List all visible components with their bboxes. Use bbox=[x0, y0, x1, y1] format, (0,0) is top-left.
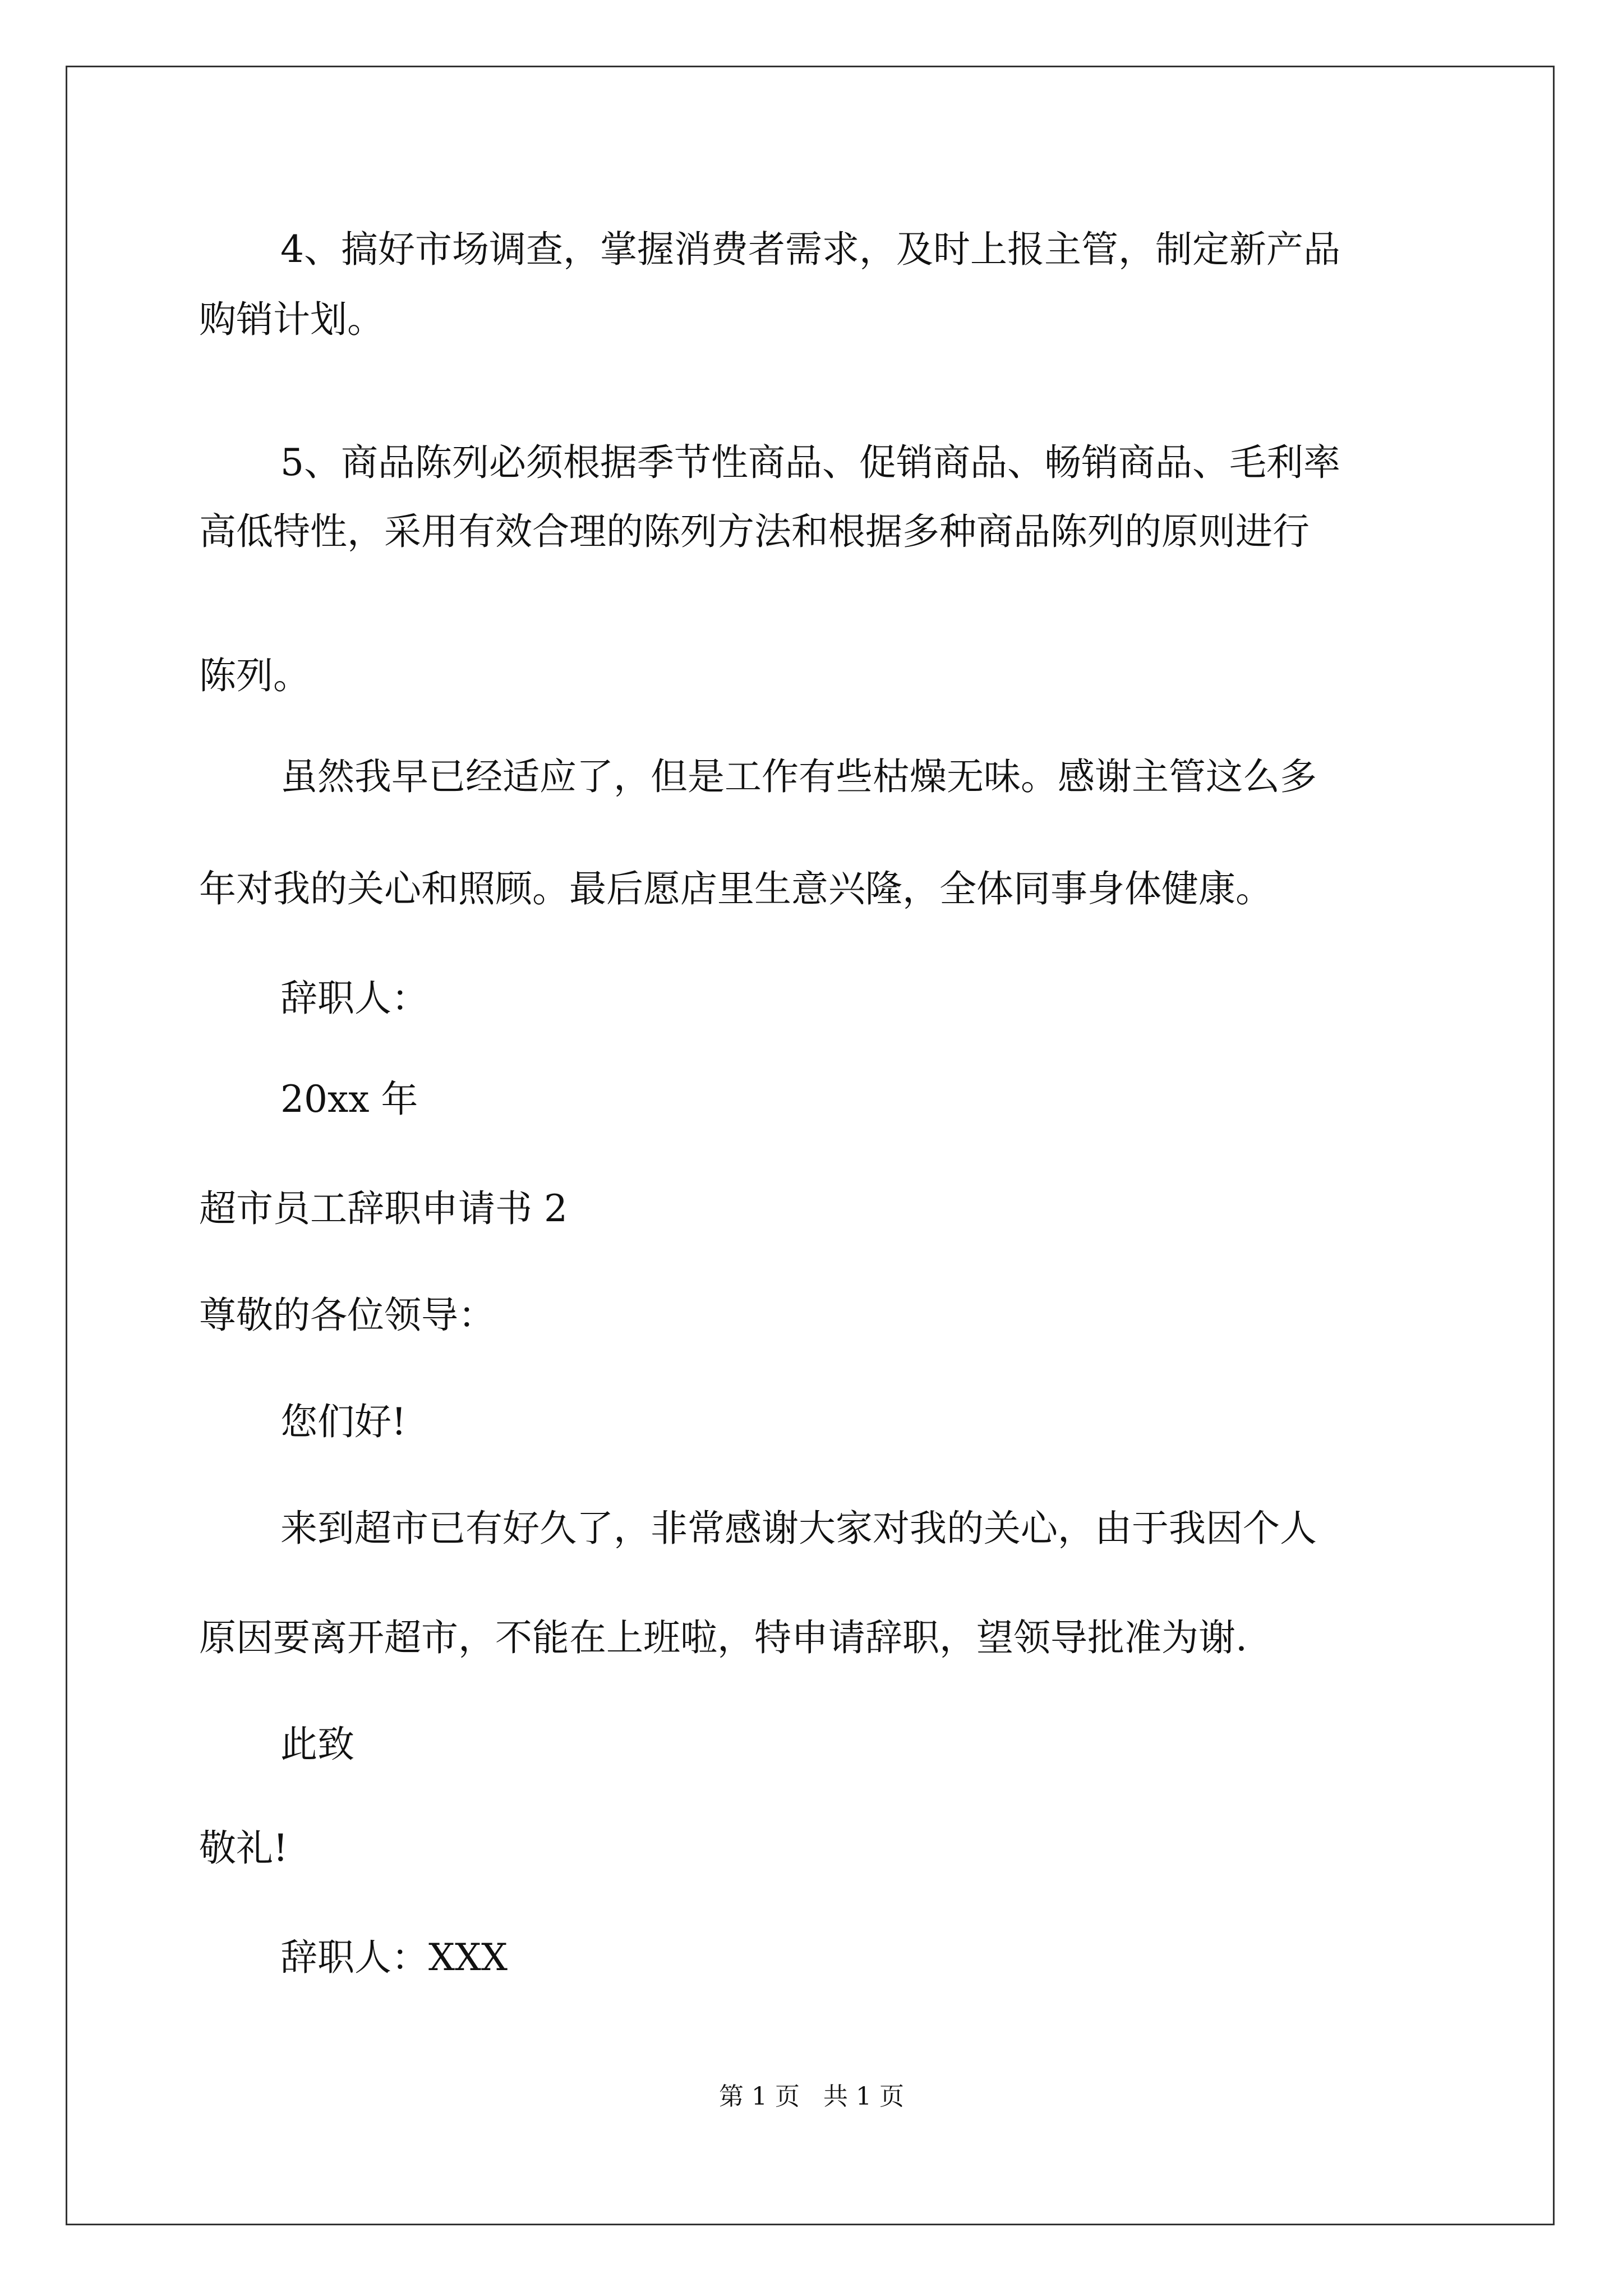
paragraph-line: 来到超市已有好久了，非常感谢大家对我的关心，由于我因个人 bbox=[280, 1507, 1317, 1550]
paragraph-line: 4、搞好市场调查，掌握消费者需求，及时上报主管，制定新产品 bbox=[280, 228, 1340, 271]
page-border bbox=[66, 66, 1555, 2225]
paragraph-line: 5、商品陈列必须根据季节性商品、促销商品、畅销商品、毛利率 bbox=[280, 441, 1340, 484]
date-line: 20xx 年 bbox=[280, 1078, 418, 1121]
paragraph-line: 购销计划。 bbox=[199, 298, 384, 341]
page-number-footer: 第 1 页 共 1 页 bbox=[719, 2082, 904, 2111]
closing-regards: 敬礼! bbox=[199, 1826, 288, 1870]
paragraph-line: 虽然我早已经适应了，但是工作有些枯燥无味。感谢主管这么多 bbox=[280, 755, 1317, 798]
section-title: 超市员工辞职申请书 2 bbox=[199, 1187, 568, 1230]
paragraph-line: 年对我的关心和照顾。最后愿店里生意兴隆，全体同事身体健康。 bbox=[199, 867, 1272, 910]
greeting: 您们好! bbox=[280, 1400, 407, 1443]
paragraph-line: 原因要离开超市，不能在上班啦，特申请辞职，望领导批准为谢. bbox=[199, 1616, 1247, 1659]
closing-line: 此致 bbox=[280, 1723, 354, 1766]
salutation: 尊敬的各位领导： bbox=[199, 1294, 495, 1337]
paragraph-line: 高低特性，采用有效合理的陈列方法和根据多种商品陈列的原则进行 bbox=[199, 510, 1310, 553]
paragraph-line: 陈列。 bbox=[199, 654, 310, 697]
signature-line: 辞职人：XXX bbox=[280, 1936, 508, 1979]
signature-label: 辞职人： bbox=[280, 977, 428, 1020]
